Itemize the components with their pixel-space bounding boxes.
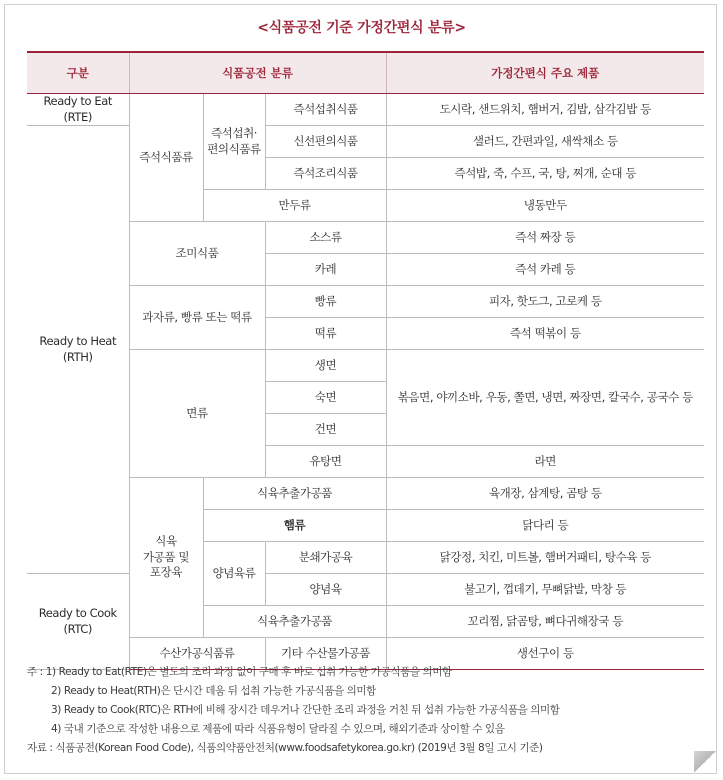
sub-type: 생면 <box>265 350 386 382</box>
sub-type: 즉석섭취식품 <box>265 94 386 126</box>
products: 즉석 떡볶이 등 <box>386 318 704 350</box>
header-category: 구분 <box>27 52 129 94</box>
products: 라면 <box>386 446 704 478</box>
classification-table <box>27 51 704 670</box>
sub-type: 떡류 <box>265 318 386 350</box>
sub-type: 유탕면 <box>265 446 386 478</box>
products: 생선구이 등 <box>386 638 704 670</box>
table-row <box>27 286 704 318</box>
products: 육개장, 삼계탕, 곰탕 등 <box>386 478 704 510</box>
products: 불고기, 껍데기, 무뼈닭발, 막창 등 <box>386 574 704 606</box>
sub-type: 양념육 <box>265 574 386 606</box>
products: 피자, 핫도그, 고로케 등 <box>386 286 704 318</box>
header-row <box>27 52 704 94</box>
table-row <box>27 350 704 382</box>
group-immediate: 즉석식품류 <box>129 94 203 222</box>
figure-frame <box>4 4 717 774</box>
table-row <box>27 94 704 126</box>
group-snacks: 과자류, 빵류 또는 떡류 <box>129 286 265 350</box>
products: 도시락, 샌드위치, 햄버거, 김밥, 삼각김밥 등 <box>386 94 704 126</box>
group-meat: 식육 가공품 및 포장육 <box>129 478 203 638</box>
sub-type: 식육추출가공품 <box>203 606 386 638</box>
sub-type: 빵류 <box>265 286 386 318</box>
footnote-1: 주 : 1) Ready to Eat(RTE)은 별도의 조리 과정 없이 구매 후 바로 섭취 가능한 가공식품을 의미함 <box>27 666 452 678</box>
products: 샐러드, 간편과일, 새싹채소 등 <box>386 126 704 158</box>
sub-type: 건면 <box>265 414 386 446</box>
header-food-code: 식품공전 분류 <box>129 52 386 94</box>
group-seafood: 수산가공식품류 <box>129 638 265 670</box>
category-rtc: Ready to Cook (RTC) <box>27 574 129 670</box>
table-title: <식품공전 기준 가정간편식 분류> <box>257 20 466 36</box>
table-row <box>27 222 704 254</box>
sub-type: 햄류 <box>203 510 386 542</box>
products: 즉석 짜장 등 <box>386 222 704 254</box>
footnote-2: 2) Ready to Heat(RTH)은 단시간 데움 뒤 섭취 가능한 가공식품을 의미함 <box>51 685 376 697</box>
sub-type: 소스류 <box>265 222 386 254</box>
products: 즉석밥, 죽, 수프, 국, 탕, 찌개, 순대 등 <box>386 158 704 190</box>
category-rte: Ready to Eat (RTE) <box>27 94 129 126</box>
sub-type: 만두류 <box>203 190 386 222</box>
group-marinated: 양념육류 <box>203 542 265 606</box>
group-seasoning: 조미식품 <box>129 222 265 286</box>
sub-type: 기타 수산물가공품 <box>265 638 386 670</box>
sub-type: 즉석조리식품 <box>265 158 386 190</box>
sub-type: 숙면 <box>265 382 386 414</box>
sub-type: 식육추출가공품 <box>203 478 386 510</box>
category-rth: Ready to Heat (RTH) <box>27 126 129 574</box>
sub-type: 분쇄가공육 <box>265 542 386 574</box>
products: 볶음면, 야끼소바, 우동, 쫄면, 냉면, 짜장면, 칼국수, 공국수 등 <box>386 350 704 446</box>
page-curl-decoration <box>694 751 716 773</box>
group-immediate-sub: 즉석섭취· 편의식품류 <box>203 94 265 190</box>
products: 즉석 카레 등 <box>386 254 704 286</box>
table-row <box>27 478 704 510</box>
footnote-4: 4) 국내 기준으로 작성한 내용으로 제품에 따라 식품유형이 달라질 수 있으며, 해외기준과 상이할 수 있음 <box>51 723 505 735</box>
group-noodles: 면류 <box>129 350 265 478</box>
products: 닭강정, 치킨, 미트볼, 햄버거패티, 탕수육 등 <box>386 542 704 574</box>
sub-type: 카레 <box>265 254 386 286</box>
table-row <box>27 126 704 158</box>
source-note: 자료 : 식품공전(Korean Food Code), 식품의약품안전처(www.foodsafetykorea.go.kr) (2019년 3월 8일 고시 기준) <box>27 742 543 754</box>
footnote-3: 3) Ready to Cook(RTC)은 RTH에 비해 장시간 데우거나 간단한 조리 과정을 거친 뒤 섭취 가능한 가공식품을 의미함 <box>51 704 560 716</box>
products: 꼬리찜, 닭곰탕, 뼈다귀해장국 등 <box>386 606 704 638</box>
header-products: 가정간편식 주요 제품 <box>386 52 704 94</box>
products: 냉동만두 <box>386 190 704 222</box>
table-row <box>27 574 704 606</box>
footnotes <box>27 663 707 758</box>
sub-type: 신선편의식품 <box>265 126 386 158</box>
products: 닭다리 등 <box>386 510 704 542</box>
